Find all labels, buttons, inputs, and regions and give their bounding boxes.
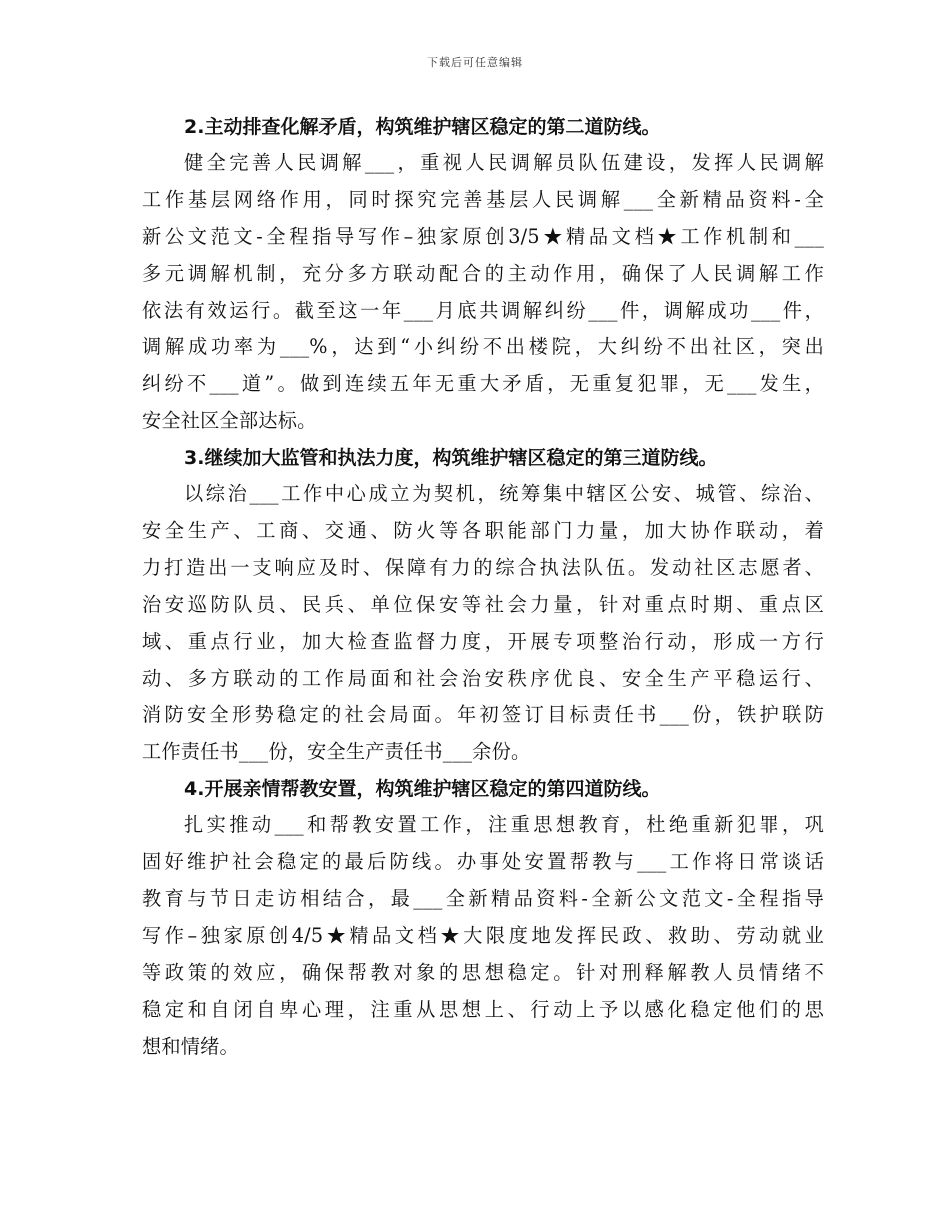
text-line: 力打造出一支响应及时、保障有力的综合执法队伍。发动社区志愿者、 <box>142 555 824 579</box>
text-line: 想和情绪。 <box>142 1034 239 1058</box>
section-4 <box>142 771 824 1065</box>
text-line: 安全社区全部达标。 <box>142 409 317 433</box>
text-line: 扎实推动___和帮教安置工作，注重思想教育，杜绝重新犯罪，巩 <box>184 813 824 837</box>
section-heading: 2.主动排查化解矛盾，构筑维护辖区稳定的第二道防线。 <box>184 116 661 138</box>
text-line: 纠纷不___道”。做到连续五年无重大矛盾，无重复犯罪，无___发生， <box>142 372 824 396</box>
text-line: 工作责任书___份，安全生产责任书___余份。 <box>142 740 531 764</box>
header-note: 下载后可任意编辑 <box>427 56 523 69</box>
text-line: 动、多方联动的工作局面和社会治安秩序优良、安全生产平稳运行、 <box>142 666 824 690</box>
text-line: 依法有效运行。截至这一年___月底共调解纠纷___件，调解成功___件， <box>142 298 824 322</box>
text-line: 安全生产、工商、交通、防火等各职能部门力量，加大协作联动，着 <box>142 519 824 543</box>
text-line: 消防安全形势稳定的社会局面。年初签订目标责任书___份，铁护联防 <box>142 703 824 727</box>
text-line: 域、重点行业，加大检查监督力度，开展专项整治行动，形成一方行 <box>142 629 824 653</box>
text-line: 固好维护社会稳定的最后防线。办事处安置帮教与___工作将日常谈话 <box>142 850 824 874</box>
text-line: 以综治___工作中心成立为契机，统筹集中辖区公安、城管、综治、 <box>184 482 824 506</box>
text-line: 健全完善人民调解___，重视人民调解员队伍建设，发挥人民调解 <box>184 151 824 174</box>
text-line: 写作–独家原创4/5★精品文档★大限度地发挥民政、救助、劳动就业 <box>142 923 824 947</box>
section-paragraph <box>142 145 824 440</box>
section-2 <box>142 109 824 440</box>
section-heading: 3.继续加大监管和执法力度，构筑维护辖区稳定的第三道防线。 <box>184 447 718 470</box>
text-line: 调解成功率为___%，达到“小纠纷不出楼院，大纠纷不出社区，突出 <box>142 335 824 359</box>
document-body <box>142 109 824 1065</box>
section-heading: 4.开展亲情帮教安置，构筑维护辖区稳定的第四道防线。 <box>184 778 661 801</box>
text-line: 等政策的效应，确保帮教对象的思想稳定。针对刑释解教人员情绪不 <box>142 960 824 984</box>
text-line: 治安巡防队员、民兵、单位保安等社会力量，针对重点时期、重点区 <box>142 592 824 616</box>
text-line: 工作基层网络作用，同时探究完善基层人民调解___全新精品资料-全 <box>142 187 824 211</box>
text-line: 教育与节日走访相结合，最___全新精品资料-全新公文范文-全程指导 <box>142 887 824 911</box>
text-line: 新公文范文-全程指导写作–独家原创3/5★精品文档★工作机制和___ <box>142 224 824 248</box>
text-line: 稳定和自闭自卑心理，注重从思想上、行动上予以感化稳定他们的思 <box>142 997 824 1021</box>
section-paragraph <box>142 807 824 1065</box>
section-paragraph <box>142 476 824 771</box>
text-line: 多元调解机制，充分多方联动配合的主动作用，确保了人民调解工作 <box>142 261 824 285</box>
section-3 <box>142 440 824 771</box>
